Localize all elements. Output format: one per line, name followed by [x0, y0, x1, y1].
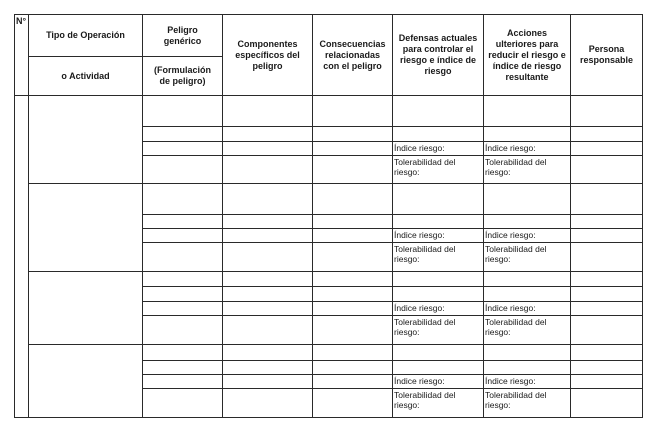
- risk-index-label: Índice riesgo:: [485, 143, 536, 153]
- row-line: [142, 228, 642, 229]
- header-bottom: [14, 95, 643, 96]
- risk-assessment-table: [14, 14, 643, 418]
- row-line: [142, 315, 642, 316]
- row-line: [142, 374, 642, 375]
- activity-header: o Actividad: [61, 70, 110, 81]
- consequences-header: Consecuencias relacionadas con el peligro: [319, 38, 386, 71]
- row-line: [142, 126, 642, 127]
- row-line: [142, 155, 642, 156]
- further-actions-header: Acciones ulteriores para reducir el riesgo e índice de riesgo resultante: [488, 27, 566, 82]
- row-line: [142, 286, 642, 287]
- row-line: [142, 301, 642, 302]
- current-defenses-header: Defensas actuales para controlar el riesgo e índice de riesgo: [398, 33, 478, 76]
- risk-tolerability-label: Tolerabilidad del riesgo:: [485, 157, 547, 177]
- row-line: [142, 242, 642, 243]
- risk-index-label: Índice riesgo:: [394, 376, 445, 386]
- row-line: [142, 214, 642, 215]
- risk-index-label: Índice riesgo:: [394, 230, 445, 240]
- border-bottom: [14, 417, 643, 418]
- border-left: [14, 14, 15, 418]
- risk-index-label: Índice riesgo:: [485, 303, 536, 313]
- risk-tolerability-label: Tolerabilidad del riesgo:: [485, 317, 547, 337]
- risk-tolerability-label: Tolerabilidad del riesgo:: [485, 390, 547, 410]
- components-header: Componentes específicos del peligro: [235, 38, 300, 71]
- risk-index-label: Índice riesgo:: [485, 230, 536, 240]
- row-line: [142, 388, 642, 389]
- risk-tolerability-label: Tolerabilidad del riesgo:: [394, 244, 456, 264]
- risk-tolerability-label: Tolerabilidad del riesgo:: [394, 390, 456, 410]
- risk-tolerability-label: Tolerabilidad del riesgo:: [394, 157, 456, 177]
- row-line: [142, 141, 642, 142]
- responsible-person-header: Persona responsable: [579, 44, 634, 65]
- row-line: [142, 360, 642, 361]
- group-divider-2: [28, 271, 642, 272]
- hazard-formulation-header: (Formulación de peligro): [153, 65, 211, 86]
- risk-index-label: Índice riesgo:: [394, 143, 445, 153]
- border-right: [642, 14, 643, 418]
- risk-tolerability-label: Tolerabilidad del riesgo:: [394, 317, 456, 337]
- group-divider-1: [28, 183, 642, 184]
- operation-header: Tipo de Operación: [46, 30, 125, 40]
- risk-index-label: Índice riesgo:: [485, 376, 536, 386]
- risk-index-label: Índice riesgo:: [394, 303, 445, 313]
- risk-tolerability-label: Tolerabilidad del riesgo:: [485, 244, 547, 264]
- number-header: N°: [16, 16, 27, 26]
- group-divider-3: [28, 344, 642, 345]
- generic-hazard-header: Peligro genérico: [163, 24, 202, 46]
